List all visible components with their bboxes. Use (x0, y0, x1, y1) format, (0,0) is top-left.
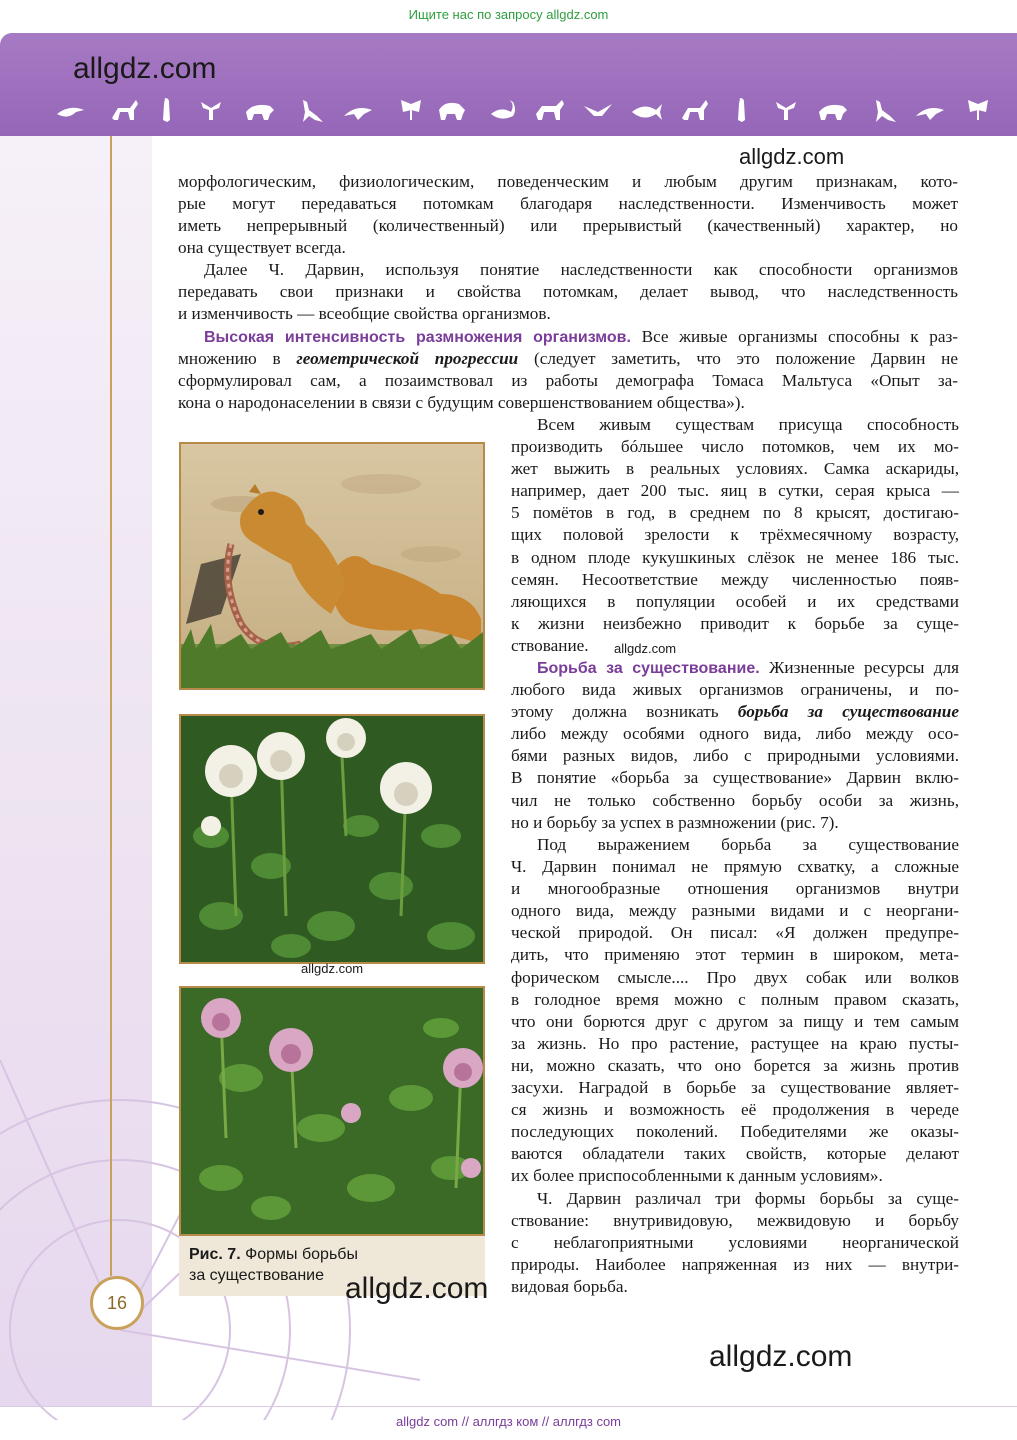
text-line: семян. Несоответствие между численностью появ- (511, 569, 959, 589)
emphasis: борьба за существование (737, 702, 959, 722)
deer-icon (682, 100, 708, 120)
caption-line: за существование (189, 1267, 324, 1284)
text-line: Ч. Дарвин понимал не прямую схватку, а сложные (511, 857, 959, 877)
deer-icon (112, 100, 138, 120)
fish-icon (632, 104, 662, 120)
caption-line: Формы борьбы (240, 1246, 358, 1263)
text-run: множению в (178, 349, 297, 369)
section-heading: Борьба за существование. (537, 660, 760, 677)
photo-mongoose-snake (179, 442, 485, 690)
watermark: allgdz.com (301, 961, 364, 976)
text-run: Все живые организмы способны к раз- (630, 327, 958, 346)
white-clover-illustration (181, 716, 483, 962)
text-line: засухи. Наградой в борьбе за существование являет- (511, 1078, 959, 1098)
text-run: этому должна возникать (511, 702, 738, 722)
text-line: но и борьбу за успех в размножении (рис. 7). (511, 812, 839, 832)
text-line: Всем живым существам присуща способность (537, 415, 959, 434)
bison-icon (439, 103, 465, 120)
watermark: allgdz.com (614, 641, 677, 656)
text-line: иметь непрерывный (количественный) или прерывистый (качественный) характер, но (178, 216, 958, 236)
text-line: Далее Ч. Дарвин, используя понятие наследственности как способности организмов (204, 260, 958, 279)
text-line: Ч. Дарвин различал три формы борьбы за суще- (537, 1189, 959, 1208)
text-line: видовая борьба. (511, 1277, 628, 1297)
text-line: рые могут передаваться потомкам благодаря наследственности. Изменчивость может (178, 194, 958, 214)
text-line: передавать свои признаки и свойства потомкам, делает вывод, что наследственность (178, 282, 958, 302)
text-line: с неблагоприятными условиями неорганической (511, 1233, 959, 1253)
photo-white-clover (179, 714, 485, 964)
kangaroo-icon (303, 100, 323, 122)
mongoose-illustration (181, 444, 483, 688)
butterfly-icon (968, 100, 988, 120)
pink-clover-illustration (181, 988, 483, 1234)
text-line: ся жизнь и возможность её продолжения в череде (511, 1100, 959, 1120)
text-line (178, 348, 958, 370)
text-line: ствование: внутривидовую, межвидовую и борьбу (511, 1211, 959, 1231)
text-line: она существует всегда. (178, 238, 346, 258)
paragraph (511, 657, 959, 834)
text-line: одного вида, между разными видами и с неоргани- (511, 901, 959, 921)
text-line: к жизни неизбежно приводит к борьбе за суще- (511, 613, 959, 633)
text-line: либо между особями одного вида, либо между осо- (511, 724, 959, 744)
animal-icon-row (52, 96, 1002, 126)
paragraph (511, 834, 959, 1188)
text-line: за жизнь. Но про растение, растущее на краю пусты- (511, 1033, 959, 1053)
meerkat-icon (163, 98, 170, 122)
bird-icon (57, 108, 84, 117)
text-line: и изменчивость — всеобщие свойства организмов. (178, 304, 551, 324)
text-line: жет выжить в реальных условиях. Самка аскариды, (511, 459, 959, 479)
text-line: ваются обладатели таких свойств, которые делают (511, 1144, 959, 1164)
meerkat-icon (738, 98, 745, 122)
insect-icon (201, 102, 221, 120)
photo-pink-clover (179, 986, 485, 1236)
text-line: природы. Наиболее напряженная из них — внутри- (511, 1255, 959, 1275)
paragraph (178, 259, 958, 325)
text-line: в одном плоде кукушкиных слёзок не менее 186 тыс. (511, 547, 959, 567)
caption-label: Рис. 7. (189, 1246, 241, 1263)
text-line: В понятие «борьба за существование» Дарвин вклю- (511, 768, 959, 788)
paragraph (178, 171, 958, 259)
text-line: последующих поколений. Победителями же оказы- (511, 1122, 959, 1142)
text-line: морфологическим, физиологическим, поведенческим и любым другим признакам, кото- (178, 172, 958, 191)
text-line: кона о народонаселении в связи с будущим совершенствованием общества»). (178, 393, 745, 413)
text-line: форическом смысле.... Про двух собак или волков (511, 967, 959, 987)
paragraph (511, 414, 959, 657)
footer-divider (0, 1406, 1017, 1407)
text-line (511, 657, 959, 679)
text-line: 5 помётов в год, в среднем по 8 крысят, достигаю- (511, 503, 959, 523)
text-line (178, 326, 958, 348)
horse-icon (536, 100, 564, 120)
top-search-hint[interactable]: Ищите нас по запросу allgdz.com (408, 7, 609, 22)
text-line: щих половой зрелости к трёхмесячному возрасту, (511, 525, 959, 545)
text-line: ческой природой. Он писал: «Я должен предупре- (511, 923, 959, 943)
header-site-name: allgdz.com (73, 52, 217, 85)
emphasis: геометрической прогрессии (296, 349, 519, 369)
text-run: (следует заметить, что это положение Дарвин не (518, 349, 958, 369)
footer-links[interactable]: allgdz com // аллгдз ком // аллгдз com (395, 1414, 622, 1429)
text-line (511, 701, 959, 723)
watermark: allgdz.com (709, 1340, 853, 1373)
paragraph (178, 326, 958, 414)
text-line: например, дает 200 тыс. яиц в сутки, серая крыса — (511, 481, 959, 501)
text-line: что они борются друг с другом за пищу и тем самым (511, 1011, 959, 1031)
text-line: Под выражением борьба за существование (537, 835, 959, 854)
boar-icon (819, 105, 847, 120)
text-line: их более приспособленными к данным условиям». (511, 1166, 883, 1186)
kangaroo-icon (876, 100, 896, 122)
text-line: ствование. (511, 635, 589, 655)
margin-rule (110, 136, 112, 1276)
text-line: ляющихся в популяции особей и их средствами (511, 591, 959, 611)
watermark: allgdz.com (739, 144, 845, 169)
text-line: сформулировал сам, а позаимствовал из работы демографа Томаса Мальтуса «Опыт за- (178, 371, 958, 391)
text-line: в голодное время можно с полным правом сказать, (511, 989, 959, 1009)
text-line: бями разных видов, либо с природными условиями. (511, 746, 959, 766)
text-line: производить бóльшее число потомков, чем их мо- (511, 437, 959, 457)
butterfly-icon (401, 100, 421, 120)
section-heading: Высокая интенсивность размножения организмов. (204, 329, 631, 346)
text-line: дить, что применяю этот термин в широком, мета- (511, 945, 959, 965)
scorpion-icon (491, 100, 515, 119)
lizard-icon (344, 108, 372, 120)
text-run: Жизненные ресурсы для (759, 658, 959, 677)
text-line: ни, можно сказать, что оно борется за жизнь против (511, 1055, 959, 1075)
pterosaur-icon (584, 104, 612, 116)
text-line: чил не только собственно борьбу особи за жизнь, (511, 790, 959, 810)
text-line: любого вида живых организмов ограничены, и по- (511, 680, 959, 700)
lizard-icon (916, 108, 944, 120)
text-line: и многообразные отношения организмов внутри (511, 879, 959, 899)
watermark: allgdz.com (345, 1272, 489, 1305)
paragraph (511, 1188, 959, 1298)
boar-icon (246, 105, 274, 120)
insect-icon (776, 102, 796, 120)
page-number: 16 (90, 1276, 144, 1330)
